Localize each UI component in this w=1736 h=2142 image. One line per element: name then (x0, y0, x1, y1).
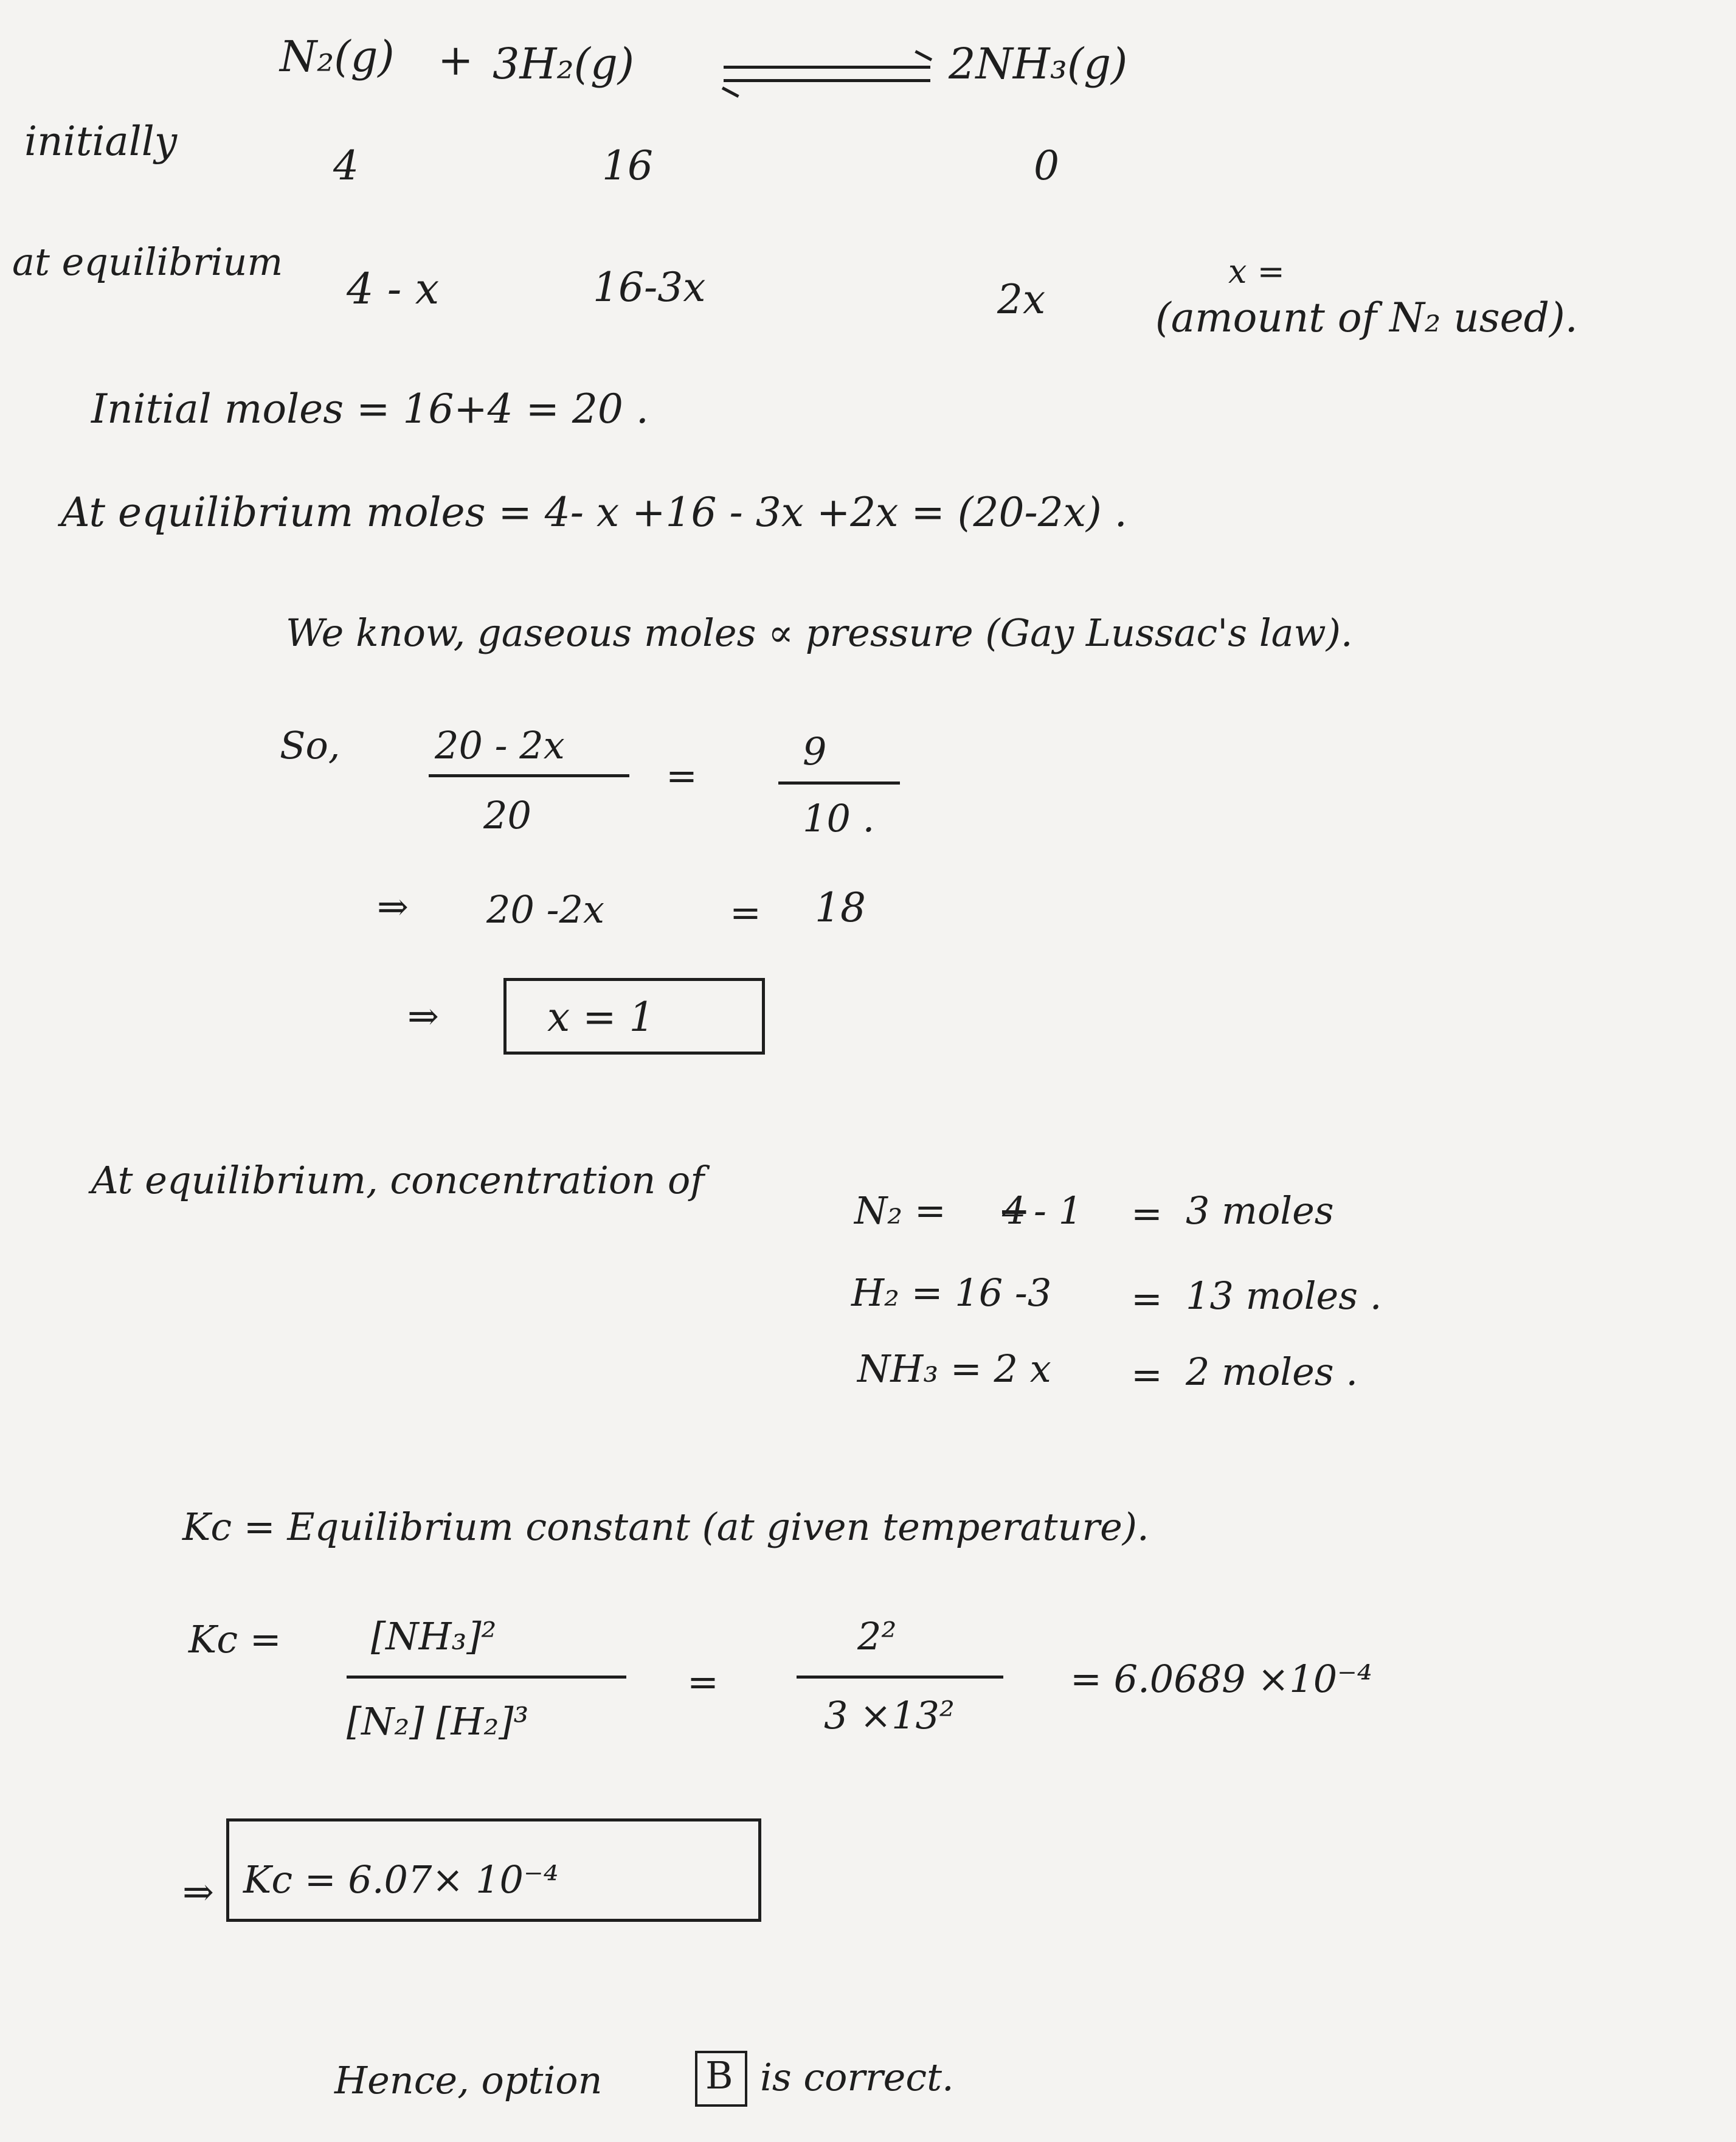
conclusion-prefix: Hence, option (334, 2058, 603, 2102)
kc-denominator-values: 3 ×13² (824, 1693, 955, 1738)
ratio-numerator-right: 9 (803, 729, 827, 774)
n2-lhs: N₂ = (854, 1188, 946, 1233)
kc-numerator-values: 2² (857, 1614, 897, 1658)
fraction-bar-right (778, 782, 900, 785)
eq-h2: 16-3x (593, 264, 706, 311)
initial-nh3: 0 (1034, 142, 1059, 189)
eq-nh3: 2x (997, 276, 1046, 323)
kc-denominator: [N₂] [H₂]³ (347, 1699, 529, 1744)
concentration-intro: At equilibrium, concentration of (91, 1158, 705, 1202)
initial-moles: Initial moles = 16+4 = 20 . (91, 386, 649, 432)
plus-sign: + (438, 35, 474, 85)
kc-numerator: [NH₃]² (371, 1614, 497, 1658)
kc-values-fraction-bar (797, 1676, 1003, 1679)
n2-subtraction: - 1 (1034, 1188, 1083, 1233)
fraction-bar-left (429, 774, 629, 777)
final-kc: Kc = 6.07× 10⁻⁴ (243, 1857, 559, 1902)
kc-computed-value: = 6.0689 ×10⁻⁴ (1070, 1657, 1372, 1701)
equilibrium-label: at equilibrium (12, 240, 283, 284)
nh3-moles: 2 moles . (1186, 1350, 1358, 1394)
n2-equals: = (1131, 1191, 1163, 1236)
kc-equals: = (687, 1660, 719, 1704)
equilibrium-arrow-icon (724, 66, 930, 84)
selected-option: B (705, 2053, 733, 2098)
kc-label: Kc = (188, 1617, 282, 1662)
step1-rhs: 18 (815, 884, 866, 931)
ratio-equals: = (666, 754, 697, 798)
x-result: x = 1 (547, 994, 655, 1041)
eq-n2: 4 - x (347, 264, 440, 314)
product-nh3: 2NH₃(g) (949, 39, 1128, 89)
h2-equals: = (1131, 1277, 1163, 1321)
implies-arrow-icon: ⇒ (377, 884, 409, 929)
step1-lhs: 20 -2x (486, 887, 604, 932)
ratio-denominator-left: 20 (483, 793, 531, 837)
initial-n2: 4 (333, 142, 359, 189)
nh3-equals: = (1131, 1353, 1163, 1397)
nh3-lhs: NH₃ = 2 x (857, 1347, 1051, 1391)
n2-struck-value: 4 (1002, 1188, 1026, 1233)
x-note-top: x = (1228, 252, 1285, 291)
ratio-denominator-right: 10 . (803, 796, 875, 841)
gay-lussac-law: We know, gaseous moles ∝ pressure (Gay Lussac's law). (286, 611, 1353, 655)
n2-moles: 3 moles (1186, 1188, 1334, 1233)
ratio-numerator-left: 20 - 2x (435, 723, 565, 768)
final-implies-arrow-icon: ⇒ (182, 1870, 214, 1914)
implies-arrow-icon-2: ⇒ (407, 994, 439, 1038)
reactant-h2: 3H₂(g) (493, 39, 635, 89)
x-note: (amount of N₂ used). (1155, 294, 1578, 341)
step1-equals: = (730, 890, 761, 935)
initial-label: initially (24, 118, 178, 165)
kc-fraction-bar (347, 1676, 626, 1679)
h2-lhs: H₂ = 16 -3 (851, 1270, 1052, 1315)
equilibrium-moles: At equilibrium moles = 4- x +16 - 3x +2x = (20-2x) . (61, 489, 1127, 536)
conclusion-suffix: is correct. (760, 2055, 954, 2099)
so-label: So, (280, 723, 341, 768)
h2-moles: 13 moles . (1186, 1274, 1382, 1318)
kc-definition: Kc = Equilibrium constant (at given temperature). (182, 1505, 1149, 1549)
reactant-n2: N₂(g) (280, 32, 395, 81)
initial-h2: 16 (602, 142, 653, 189)
